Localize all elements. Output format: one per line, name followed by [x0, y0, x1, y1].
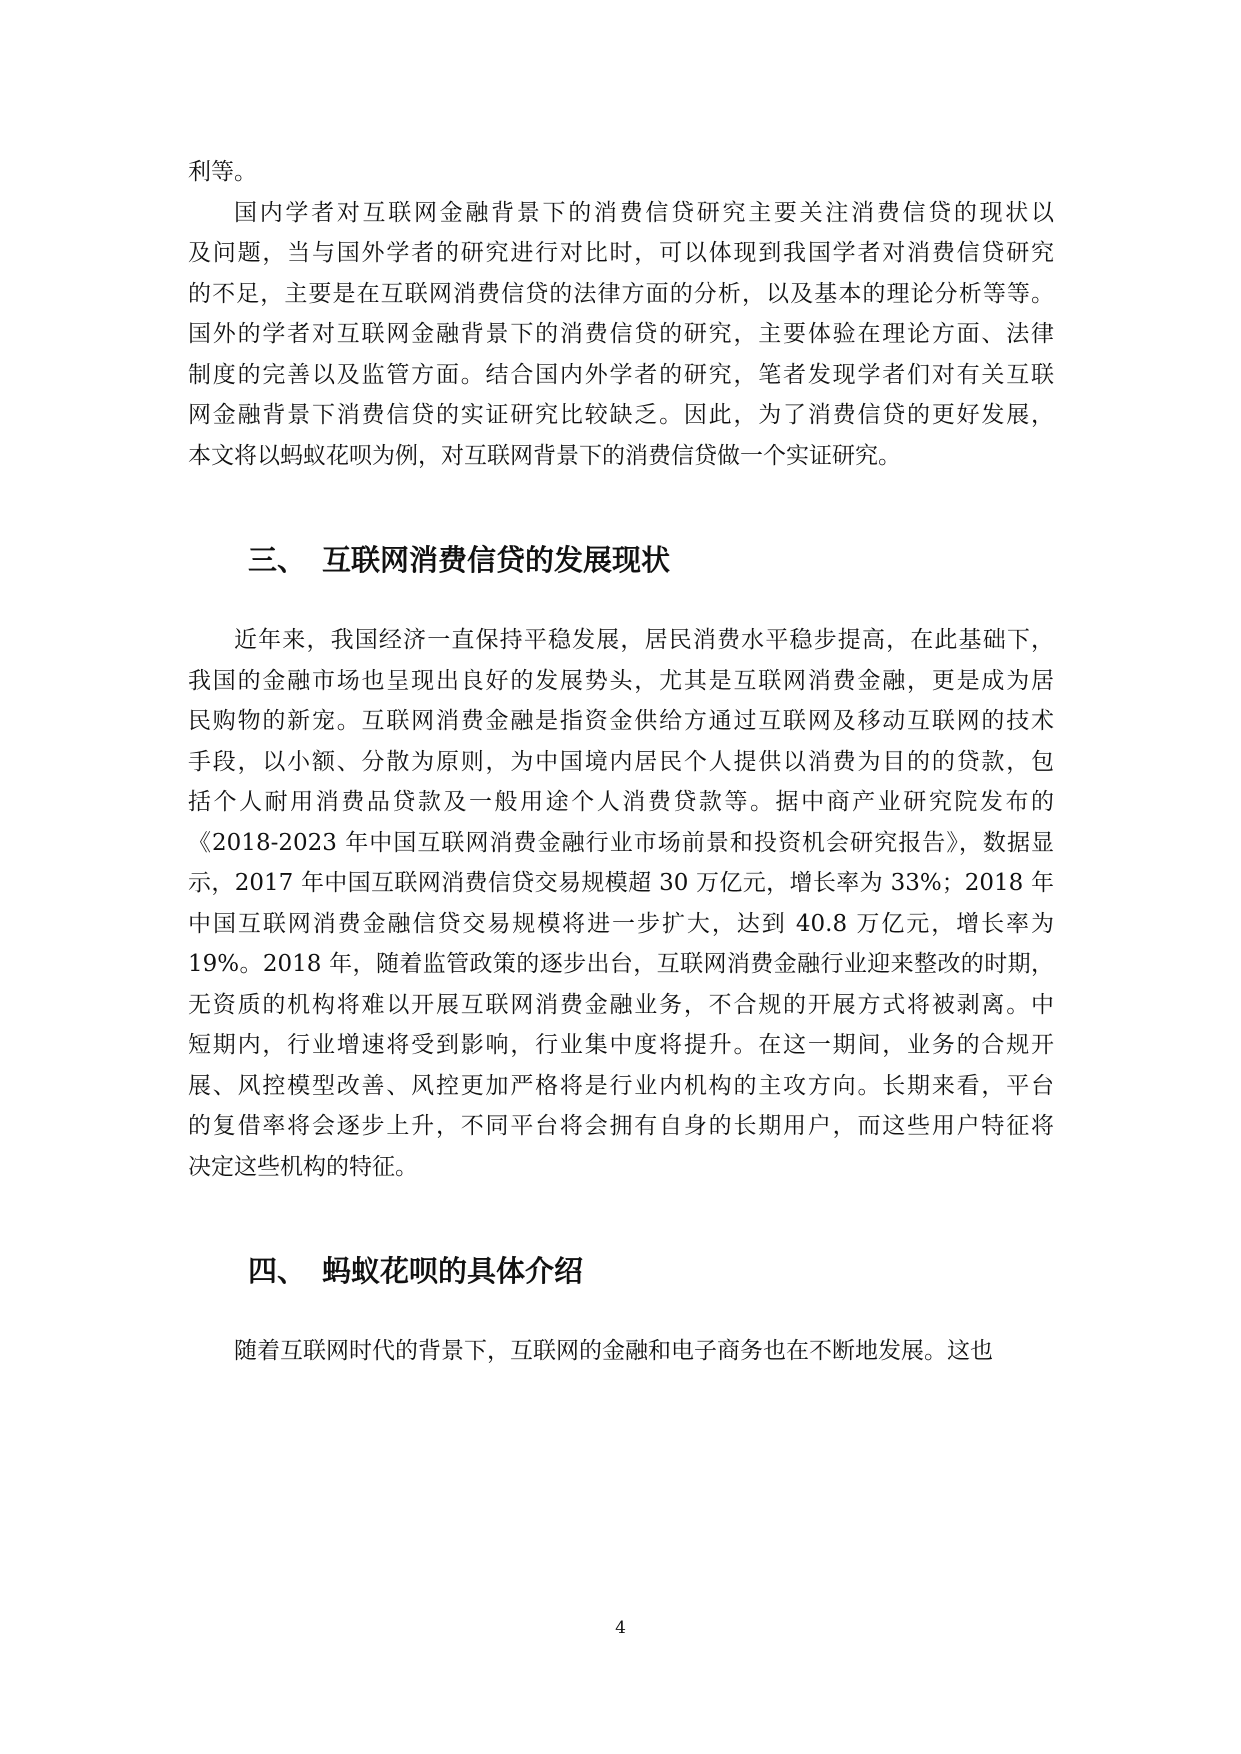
text-line: 展、风控模型改善、风控更加严格将是行业内机构的主攻方向。长期来看，平台 [188, 1072, 1054, 1099]
text-line: 利等。 [188, 159, 257, 185]
text-line: 《2018-2023 年中国互联网消费金融行业市场前景和投资机会研究报告》，数据显 [188, 829, 1054, 856]
text-line: 决定这些机构的特征。 [188, 1153, 418, 1180]
text-line: 本文将以蚂蚁花呗为例，对互联网背景下的消费信贷做一个实证研究。 [188, 442, 901, 469]
section-number: 四、 [248, 1254, 307, 1288]
text-line: 国内学者对互联网金融背景下的消费信贷研究主要关注消费信贷的现状以 [234, 199, 1054, 226]
text-line: 19%。2018 年，随着监管政策的逐步出台，互联网消费金融行业迎来整改的时期， [188, 951, 1054, 977]
paragraph-development-status [188, 620, 1054, 1187]
paragraph-huabei-intro [188, 1331, 1054, 1372]
text-line: 及问题，当与国外学者的研究进行对比时，可以体现到我国学者对消费信贷研究 [188, 240, 1054, 266]
section-heading-4 [188, 1251, 1054, 1291]
text-line: 括个人耐用消费品贷款及一般用途个人消费贷款等。据中商产业研究院发布的 [188, 789, 1054, 815]
text-line: 民购物的新宠。互联网消费金融是指资金供给方通过互联网及移动互联网的技术 [188, 708, 1054, 734]
text-line: 示，2017 年中国互联网消费信贷交易规模超 30 万亿元，增长率为 33%；2018 年 [188, 870, 1054, 896]
section-title: 互联网消费信贷的发展现状 [322, 543, 671, 577]
text-line: 短期内，行业增速将受到影响，行业集中度将提升。在这一期间，业务的合规开 [188, 1032, 1054, 1058]
text-line: 手段，以小额、分散为原则，为中国境内居民个人提供以消费为目的的贷款，包 [188, 748, 1054, 775]
section-heading-3 [188, 540, 1054, 580]
text-line: 我国的金融市场也呈现出良好的发展势头，尤其是互联网消费金融，更是成为居 [188, 667, 1054, 694]
text-line: 制度的完善以及监管方面。结合国内外学者的研究，笔者发现学者们对有关互联 [188, 361, 1054, 388]
document-body [188, 152, 1054, 1372]
paragraph-continuation [188, 152, 1054, 193]
section-number: 三、 [248, 543, 307, 577]
text-line: 的不足，主要是在互联网消费信贷的法律方面的分析，以及基本的理论分析等等。 [188, 280, 1054, 307]
text-line: 随着互联网时代的背景下，互联网的金融和电子商务也在不断地发展。这也 [234, 1338, 993, 1364]
text-line: 近年来，我国经济一直保持平稳发展，居民消费水平稳步提高，在此基础下， [234, 627, 1054, 653]
text-line: 的复借率将会逐步上升，不同平台将会拥有自身的长期用户，而这些用户特征将 [188, 1113, 1054, 1139]
page-number: 4 [615, 1618, 626, 1638]
section-title: 蚂蚁花呗的具体介绍 [322, 1254, 584, 1288]
text-line: 网金融背景下消费信贷的实证研究比较缺乏。因此，为了消费信贷的更好发展， [188, 402, 1054, 428]
text-line: 无资质的机构将难以开展互联网消费金融业务，不合规的开展方式将被剥离。中 [188, 991, 1054, 1018]
text-line: 国外的学者对互联网金融背景下的消费信贷的研究，主要体验在理论方面、法律 [188, 321, 1054, 347]
text-line: 中国互联网消费金融信贷交易规模将进一步扩大，达到 40.8 万亿元，增长率为 [188, 910, 1054, 937]
paragraph-research-review [188, 193, 1054, 477]
